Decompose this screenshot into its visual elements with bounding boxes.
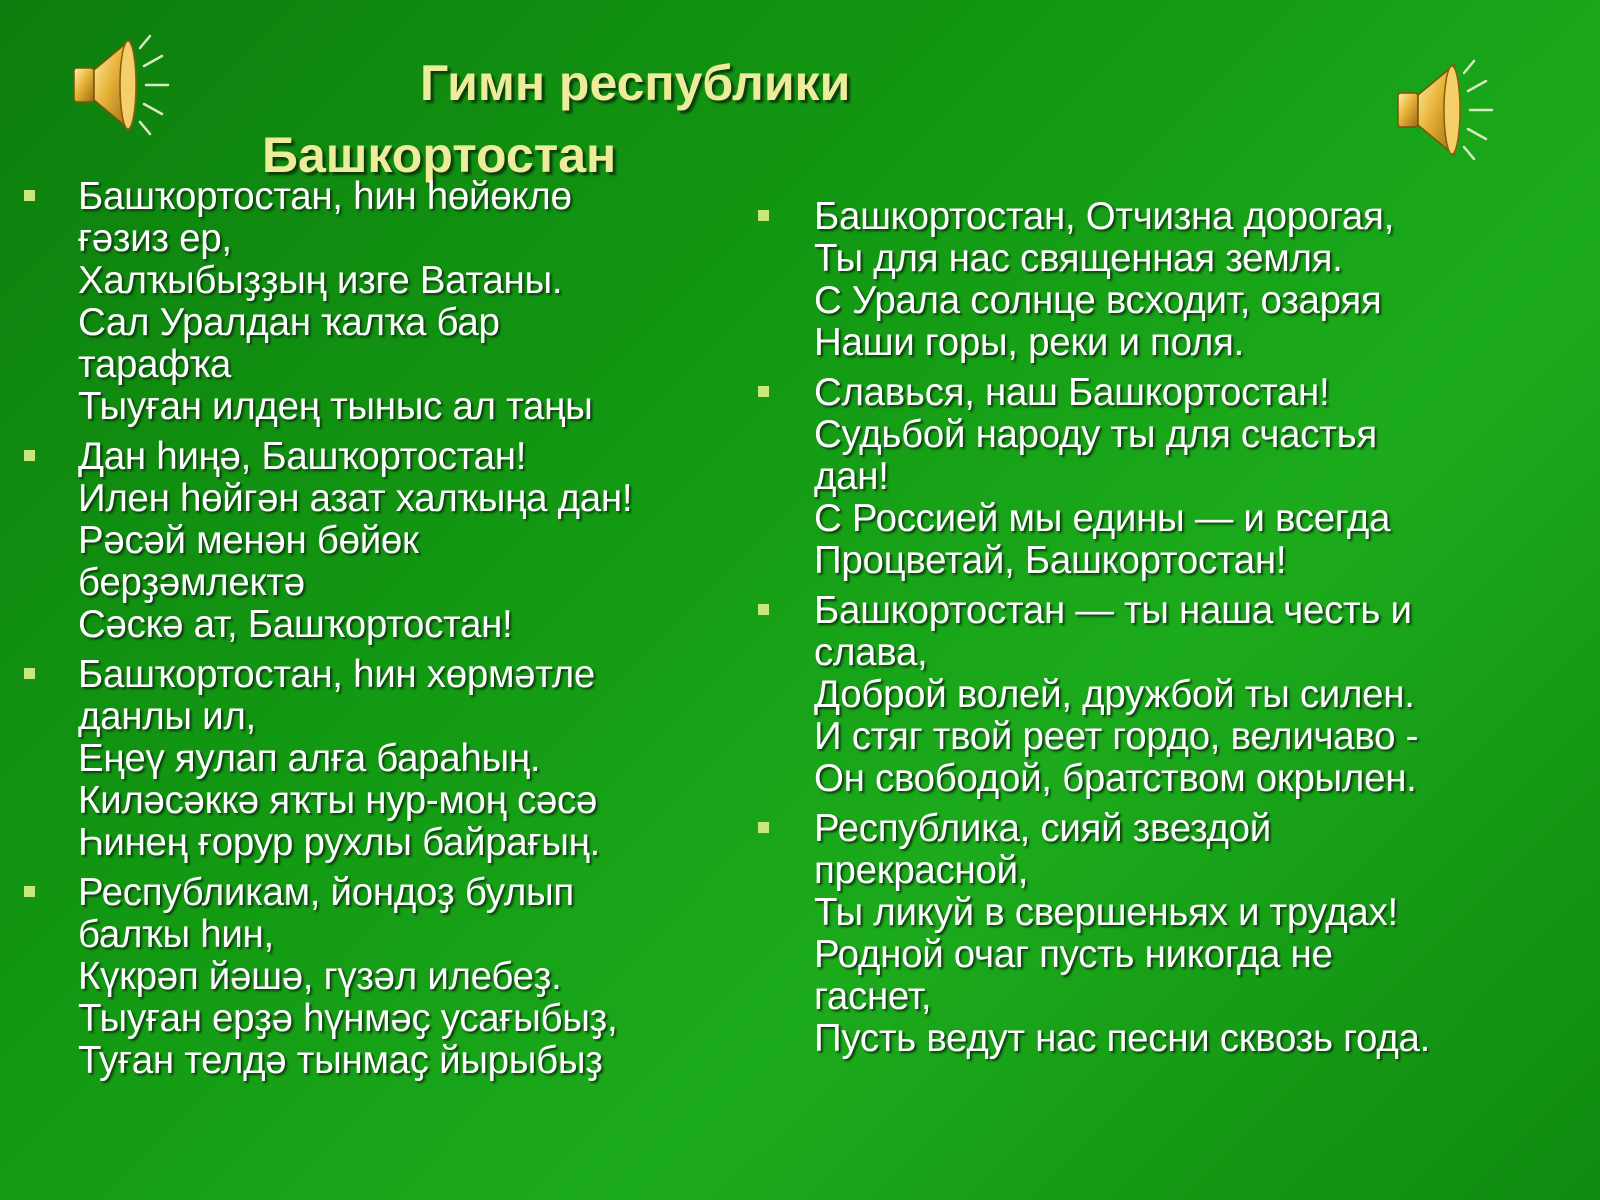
- stanza-line: тарафҡа: [78, 343, 232, 386]
- stanza-line: данлы ил,: [78, 695, 256, 738]
- stanza-line: Сал Уралдан ҡалҡа бар: [78, 301, 500, 344]
- stanza-line: дан!: [814, 455, 889, 498]
- stanza-line: Он свободой, братством окрылен.: [814, 757, 1417, 800]
- stanza: [756, 196, 1556, 364]
- stanza-line: Дан һиңә, Башҡортостан!: [78, 435, 527, 478]
- bullet-icon: [758, 822, 769, 833]
- stanza-line: Башкортостан — ты наша честь и: [814, 589, 1412, 632]
- speaker-icon[interactable]: [68, 30, 178, 140]
- stanza-line: Сәскә ат, Башҡортостан!: [78, 603, 513, 646]
- stanza-line: ғәзиз ер,: [78, 217, 232, 260]
- stanza: [22, 436, 742, 646]
- slide-title-line2: Башкортостан: [262, 127, 617, 183]
- bullet-icon: [758, 210, 769, 221]
- stanza-line: Республика, сияй звездой: [814, 807, 1271, 850]
- bullet-icon: [758, 386, 769, 397]
- bullet-icon: [758, 604, 769, 615]
- stanza-line: Башҡортостан, һин хөрмәтле: [78, 653, 595, 696]
- anthem-bashkir-column: [22, 176, 742, 1090]
- slide-title: Гимн республики: [420, 55, 851, 111]
- bullet-icon: [24, 190, 35, 201]
- stanza-line: Ты для нас священная земля.: [814, 237, 1343, 280]
- bullet-icon: [24, 886, 35, 897]
- stanza-line: Халҡыбыҙҙың изге Ватаны.: [78, 259, 563, 302]
- stanza-line: Судьбой народу ты для счастья: [814, 413, 1377, 456]
- stanza-line: берҙәмлектә: [78, 561, 305, 604]
- stanza-line: Тыуған илдең тыныс ал таңы: [78, 385, 593, 428]
- stanza: [756, 372, 1556, 582]
- stanza-line: Башҡортостан, һин һөйөклө: [78, 175, 572, 218]
- stanza-line: С Урала солнце всходит, озаряя: [814, 279, 1382, 322]
- speaker-icon[interactable]: [1392, 55, 1502, 165]
- stanza-line: Туған телдә тынмаҫ йырыбыҙ: [78, 1039, 603, 1082]
- stanza-line: балҡы һин,: [78, 913, 274, 956]
- stanza-line: Республикам, йондоҙ булып: [78, 871, 574, 914]
- stanza-line: И стяг твой реет гордо, величаво -: [814, 715, 1419, 758]
- stanza: [22, 176, 742, 428]
- stanza-line: Күкрәп йәшә, гүзәл илебеҙ.: [78, 955, 562, 998]
- stanza-line: Пусть ведут нас песни сквозь года.: [814, 1017, 1430, 1060]
- stanza-line: Родной очаг пусть никогда не: [814, 933, 1333, 976]
- stanza-line: С Россией мы едины — и всегда: [814, 497, 1391, 540]
- stanza: [756, 590, 1556, 800]
- stanza-line: Һинең ғорур рухлы байрағың.: [78, 821, 600, 864]
- stanza-line: Башкортостан, Отчизна дорогая,: [814, 195, 1394, 238]
- bullet-icon: [24, 450, 35, 461]
- stanza: [22, 654, 742, 864]
- stanza-line: Славься, наш Башкортостан!: [814, 371, 1330, 414]
- stanza-line: Ты ликуй в свершеньях и трудах!: [814, 891, 1398, 934]
- stanza-line: Еңеү яулап алға бараһың.: [78, 737, 541, 780]
- stanza-line: Доброй волей, дружбой ты силен.: [814, 673, 1415, 716]
- stanza-line: прекрасной,: [814, 849, 1029, 892]
- bullet-icon: [24, 668, 35, 679]
- stanza: [22, 872, 742, 1082]
- stanza-line: Рәсәй менән бөйөк: [78, 519, 419, 562]
- stanza-line: Наши горы, реки и поля.: [814, 321, 1244, 364]
- stanza-line: гаснет,: [814, 975, 932, 1018]
- anthem-russian-column: [756, 196, 1556, 1068]
- stanza-line: Илен һөйгән азат халҡыңа дан!: [78, 477, 633, 520]
- stanza-line: слава,: [814, 631, 928, 674]
- stanza-line: Киләсәккә яҡты нур-моң сәсә: [78, 779, 598, 822]
- stanza-line: Процветай, Башкортостан!: [814, 539, 1287, 582]
- stanza: [756, 808, 1556, 1060]
- stanza-line: Тыуған ерҙә һүнмәҫ усағыбыҙ,: [78, 997, 618, 1040]
